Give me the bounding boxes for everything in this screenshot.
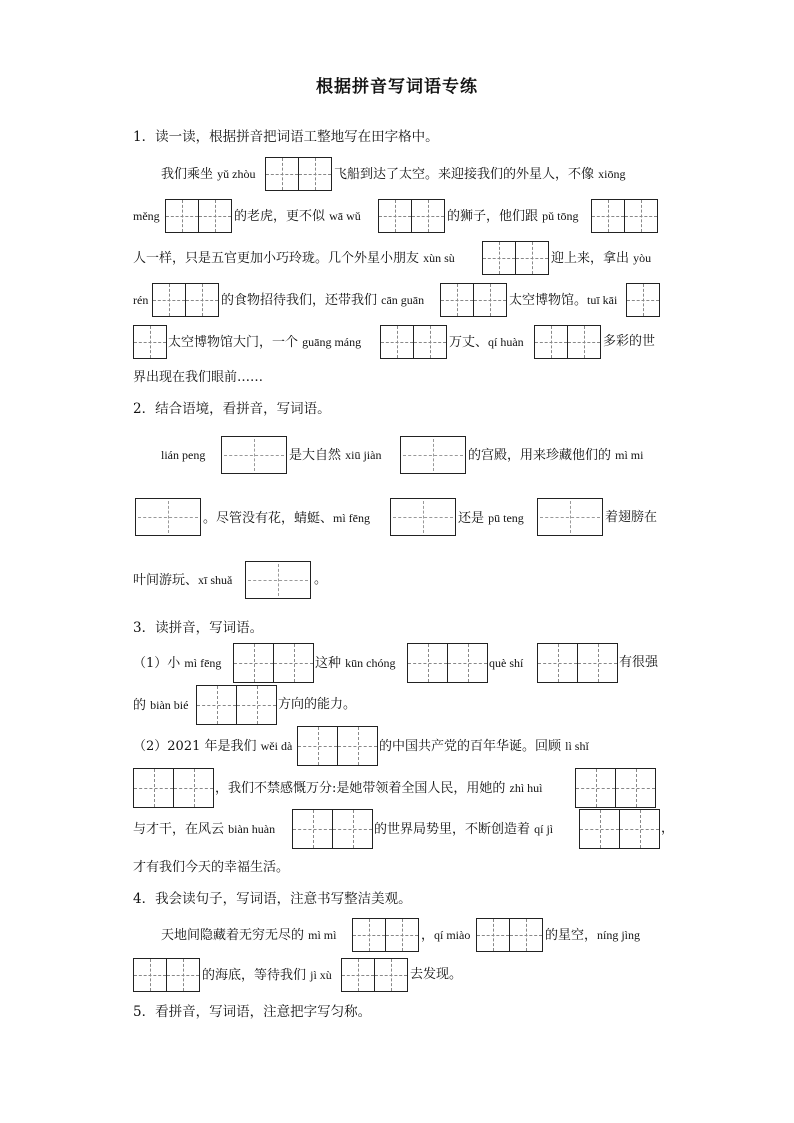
- q2-answer-box-1[interactable]: [221, 436, 287, 474]
- q1-answer-grid-2[interactable]: [165, 199, 232, 233]
- q3-p1-text-d: 有很强: [619, 655, 659, 670]
- q4-heading: 4．我会读句子，写词语，注意书写整洁美观。: [133, 891, 412, 907]
- q2-line1-text-c: 的宫殿，用来珍藏他们的 mì mi: [468, 448, 644, 463]
- q2-answer-box-6[interactable]: [245, 561, 311, 599]
- q3-p5-text-b: 的世界局势里，不断创造着 qí jì: [374, 822, 554, 837]
- q2-answer-box-3[interactable]: [135, 498, 201, 536]
- q3-p1-text-c: què shí: [489, 656, 524, 670]
- q1-answer-grid-5[interactable]: [482, 241, 549, 275]
- q3-answer-grid-5[interactable]: [297, 726, 378, 766]
- q4-answer-grid-4[interactable]: [341, 958, 408, 992]
- q3-p1-text-a: （1）小 mì fēng: [133, 656, 222, 671]
- q3-answer-grid-6[interactable]: [133, 768, 214, 808]
- q3-answer-grid-8[interactable]: [292, 809, 373, 849]
- q3-p3-text-a: （2）2021 年是我们 wěi dà: [133, 739, 293, 754]
- q1-line2-text-b: 的老虎，更不似 wā wǔ: [234, 209, 361, 224]
- q4-answer-grid-1[interactable]: [352, 918, 419, 952]
- q3-answer-grid-9[interactable]: [579, 809, 660, 849]
- q1-answer-grid-8b[interactable]: [133, 325, 167, 359]
- q3-p1-text-b: 这种 kūn chóng: [315, 656, 396, 671]
- q3-answer-grid-4[interactable]: [196, 685, 277, 725]
- q2-line3-text: 叶间游玩、xī shuǎ: [133, 573, 233, 588]
- q3-p6-text: 才有我们今天的幸福生活。: [133, 860, 290, 875]
- q1-answer-grid-6[interactable]: [152, 283, 219, 317]
- q3-answer-grid-3[interactable]: [537, 643, 618, 683]
- q1-line4-text-b: 的食物招待我们，还带我们 cān guān: [221, 293, 425, 308]
- q4-answer-grid-3[interactable]: [133, 958, 200, 992]
- q3-p3-text-b: 的中国共产党的百年华诞。回顾 lì shǐ: [379, 739, 589, 754]
- q4-answer-grid-2[interactable]: [476, 918, 543, 952]
- q1-answer-grid-3[interactable]: [378, 199, 445, 233]
- q1-answer-grid-10[interactable]: [534, 325, 601, 359]
- q4-line2-text-b: 去发现。: [410, 967, 463, 982]
- q2-answer-box-5[interactable]: [537, 498, 603, 536]
- q1-line6-text: 界出现在我们眼前……: [133, 370, 264, 385]
- q2-line2-text-b: 还是 pū teng: [458, 511, 524, 526]
- q1-answer-grid-9[interactable]: [380, 325, 447, 359]
- q3-p5-text-c: ，: [661, 821, 675, 836]
- q2-answer-box-4[interactable]: [390, 498, 456, 536]
- q1-line4-pinyin-a: rén: [133, 293, 149, 307]
- q3-p5-text-a: 与才干，在风云 biàn huàn: [133, 822, 276, 837]
- q1-line2-pinyin-a: měng: [133, 209, 160, 223]
- q1-answer-grid-8a[interactable]: [626, 283, 660, 317]
- q2-line2-text-a: 。尽管没有花，蜻蜓、mì fēng: [203, 511, 371, 526]
- q3-answer-grid-7[interactable]: [575, 768, 656, 808]
- q3-p4-text-a: ，我们不禁感慨万分:是她带领着全国人民，用她的 zhì huì: [215, 781, 543, 796]
- q3-heading: 3．读拼音，写词语。: [133, 620, 264, 636]
- q2-line2-text-c: 着翅膀在: [605, 510, 658, 525]
- q4-line1-text-c: 的星空，níng jìng: [545, 928, 641, 943]
- q1-line5-text: 太空博物馆大门，一个 guāng máng: [168, 335, 362, 350]
- q2-line1-pinyin-a: lián peng: [161, 448, 206, 462]
- q1-line5-text-b: 万丈、qí huàn: [449, 335, 524, 350]
- q1-line3-text: 人一样，只是五官更加小巧玲珑。几个外星小朋友 xùn sù: [133, 251, 455, 266]
- q4-line2-text-a: 的海底，等待我们 jì xù: [202, 968, 332, 983]
- page-title: 根据拼音写词语专练: [316, 77, 478, 97]
- q3-answer-grid-2[interactable]: [407, 643, 488, 683]
- q1-answer-grid-4[interactable]: [591, 199, 658, 233]
- q3-p2-text-b: 方向的能力。: [278, 697, 357, 712]
- q2-line3-text-b: 。: [314, 572, 328, 587]
- q3-p2-text-a: 的 biàn bié: [133, 698, 189, 713]
- q3-answer-grid-1[interactable]: [233, 643, 314, 683]
- q4-line1-text-b: ，qí miào: [421, 928, 471, 943]
- q5-heading: 5．看拼音，写词语，注意把字写匀称。: [133, 1004, 372, 1020]
- q1-line5-text-c: 多彩的世: [603, 334, 656, 349]
- q1-line3-text-b: 迎上来，拿出 yòu: [551, 251, 652, 266]
- q1-answer-grid-7[interactable]: [440, 283, 507, 317]
- q1-line1-text: 我们乘坐 yǔ zhòu: [161, 167, 256, 182]
- q4-line1-text-a: 天地间隐藏着无穷无尽的 mì mì: [161, 928, 337, 943]
- q1-line4-text-c: 太空博物馆。tuī kāi: [509, 293, 618, 308]
- q1-line2-text-c: 的狮子，他们跟 pǔ tōng: [447, 209, 579, 224]
- q2-answer-box-2[interactable]: [400, 436, 466, 474]
- q2-heading: 2．结合语境，看拼音，写词语。: [133, 401, 331, 417]
- q2-line1-text-b: 是大自然 xiū jiàn: [289, 448, 382, 463]
- q1-line1-text-b: 飞船到达了太空。来迎接我们的外星人，不像 xiōng: [334, 167, 626, 182]
- q1-answer-grid-1[interactable]: [265, 157, 332, 191]
- q1-heading: 1．读一读，根据拼音把词语工整地写在田字格中。: [133, 129, 439, 145]
